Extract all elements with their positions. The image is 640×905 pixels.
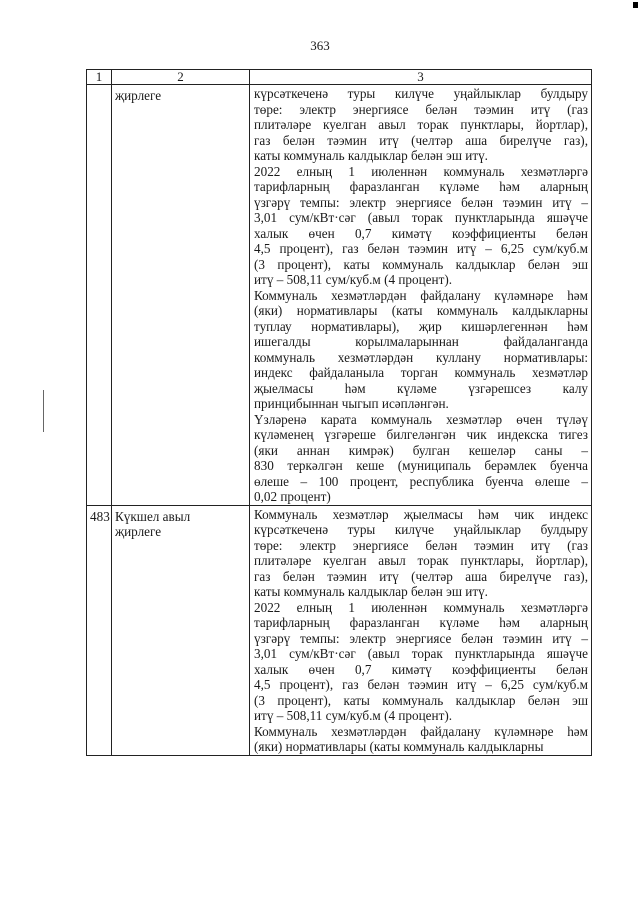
description-line: (3 процент), каты коммуналь калдыклар белән эш	[254, 692, 588, 708]
description-line: ишегалды корылмаларыннан файдаланганда	[254, 334, 588, 349]
description-line: туплау нормативлары), җир кишәрлегеннән һәм	[254, 318, 588, 334]
description-line: плитәләре куелган авыл торак пунктлары, йортлар),	[254, 553, 588, 568]
description-line: үзгәрү темпы: электр энергиясе белән тәэмин итү –	[254, 630, 588, 646]
table-header-row	[87, 70, 592, 85]
description-line: 830 теркәлгән кеше (муниципаль берәмлек буенча	[254, 458, 588, 473]
description-line: (3 процент), каты коммуналь калдыклар белән эш	[254, 256, 588, 272]
description-line: итү – 508,11 сум/куб.м (4 процент).	[254, 708, 453, 723]
description-line: газ белән тәэмин итү (челтәр аша бирелүче газ),	[254, 132, 588, 148]
description-line: 4,5 процент), газ белән тәэмин итү – 6,25 сум/куб.м	[254, 241, 588, 256]
description-line: халык өчен 0,7 кимәтү коэффициенты белән	[254, 225, 588, 241]
description-line: (яки аннан кимрәк) булган кешеләр саны –	[254, 442, 588, 458]
description-line: күрсәткеченә туры килүче уңайлыклар булдыру	[254, 86, 588, 101]
description-line: газ белән тәэмин итү (челтәр аша бирелүче газ),	[254, 568, 588, 584]
description-line: 3,01 сум/кВт·сәг (авыл торак пунктларында яшәүче	[254, 646, 588, 661]
description-line: плитәләре куелган авыл торак пунктлары, йортлар),	[254, 117, 588, 132]
description-line: Коммуналь хезмәтләрдән файдалану күләмнәре һәм	[254, 287, 588, 303]
description-line: итү – 508,11 сум/куб.м (4 процент).	[254, 272, 453, 287]
description-line: Коммуналь хезмәтләрдән файдалану күләмнәре һәм	[254, 723, 588, 739]
description-line: күләменең үзгәреше билгеләнгән чик индекска тигез	[254, 427, 588, 442]
margin-mark	[43, 390, 44, 432]
description-line: Коммуналь хезмәтләр җыелмасы һәм чик индекс	[254, 506, 588, 522]
description-line: күрсәткеченә туры килүче уңайлыклар булдыру	[254, 522, 588, 537]
description-cell	[250, 85, 592, 506]
description-line: (яки) нормативлары (каты коммуналь калдыкларны	[254, 739, 544, 754]
row-number: 483	[87, 505, 112, 755]
description-line: коммуналь хезмәтләрдән куллану нормативлары:	[254, 349, 588, 365]
description-line: (яки) нормативлары (каты коммуналь калдыкларны	[254, 303, 588, 318]
description-line: индекс файдаланыла торган коммуналь хезмәтләр	[254, 365, 588, 380]
table-row	[87, 85, 592, 506]
description-line: принцибыннан чыгып исәпләнгән.	[254, 396, 449, 411]
description-line: үзгәрү темпы: электр энергиясе белән тәэмин итү –	[254, 194, 588, 210]
description-line: 2022 елның 1 июленнән коммуналь хезмәтләргә	[254, 599, 588, 615]
description-line: җыелмасы һәм күләме үзгәрешсез калу	[254, 380, 588, 396]
description-line: каты коммуналь калдыклар белән эш итү.	[254, 148, 488, 163]
settlement-name	[112, 505, 250, 755]
description-line: Үзләренә карата коммуналь хезмәтләр өчен түләү	[254, 411, 588, 427]
column-header-2: 2	[112, 70, 250, 85]
row-number	[87, 85, 112, 506]
description-line: тарифларның фаразланган күләме һәм аларның	[254, 179, 588, 194]
settlement-name-line: җирлеге	[115, 524, 162, 539]
table-row	[87, 505, 592, 755]
scan-corner-mark	[633, 2, 638, 8]
column-header-3: 3	[250, 70, 592, 85]
description-line: өлеше – 100 процент, республика буенча өлеше –	[254, 473, 588, 489]
description-cell	[250, 505, 592, 755]
settlement-name-line: Күкшел авыл	[115, 508, 191, 524]
description-line: 4,5 процент), газ белән тәэмин итү – 6,25 сум/куб.м	[254, 677, 588, 692]
description-line: тарифларның фаразланган күләме һәм аларның	[254, 615, 588, 630]
settlement-name	[112, 85, 250, 506]
description-line: каты коммуналь калдыклар белән эш итү.	[254, 584, 488, 599]
description-line: төре: электр энергиясе белән тәэмин итү (газ	[254, 101, 588, 117]
description-line: 2022 елның 1 июленнән коммуналь хезмәтләргә	[254, 163, 588, 179]
description-line: 0,02 процент)	[254, 489, 331, 504]
settlement-name-line: җирлеге	[115, 88, 162, 103]
description-line: халык өчен 0,7 кимәтү коэффициенты белән	[254, 661, 588, 677]
page-number: 363	[310, 38, 330, 53]
column-header-1: 1	[87, 70, 112, 85]
tariff-table	[86, 69, 592, 756]
description-line: төре: электр энергиясе белән тәэмин итү (газ	[254, 537, 588, 553]
description-line: 3,01 сум/кВт·сәг (авыл торак пунктларында яшәүче	[254, 210, 588, 225]
